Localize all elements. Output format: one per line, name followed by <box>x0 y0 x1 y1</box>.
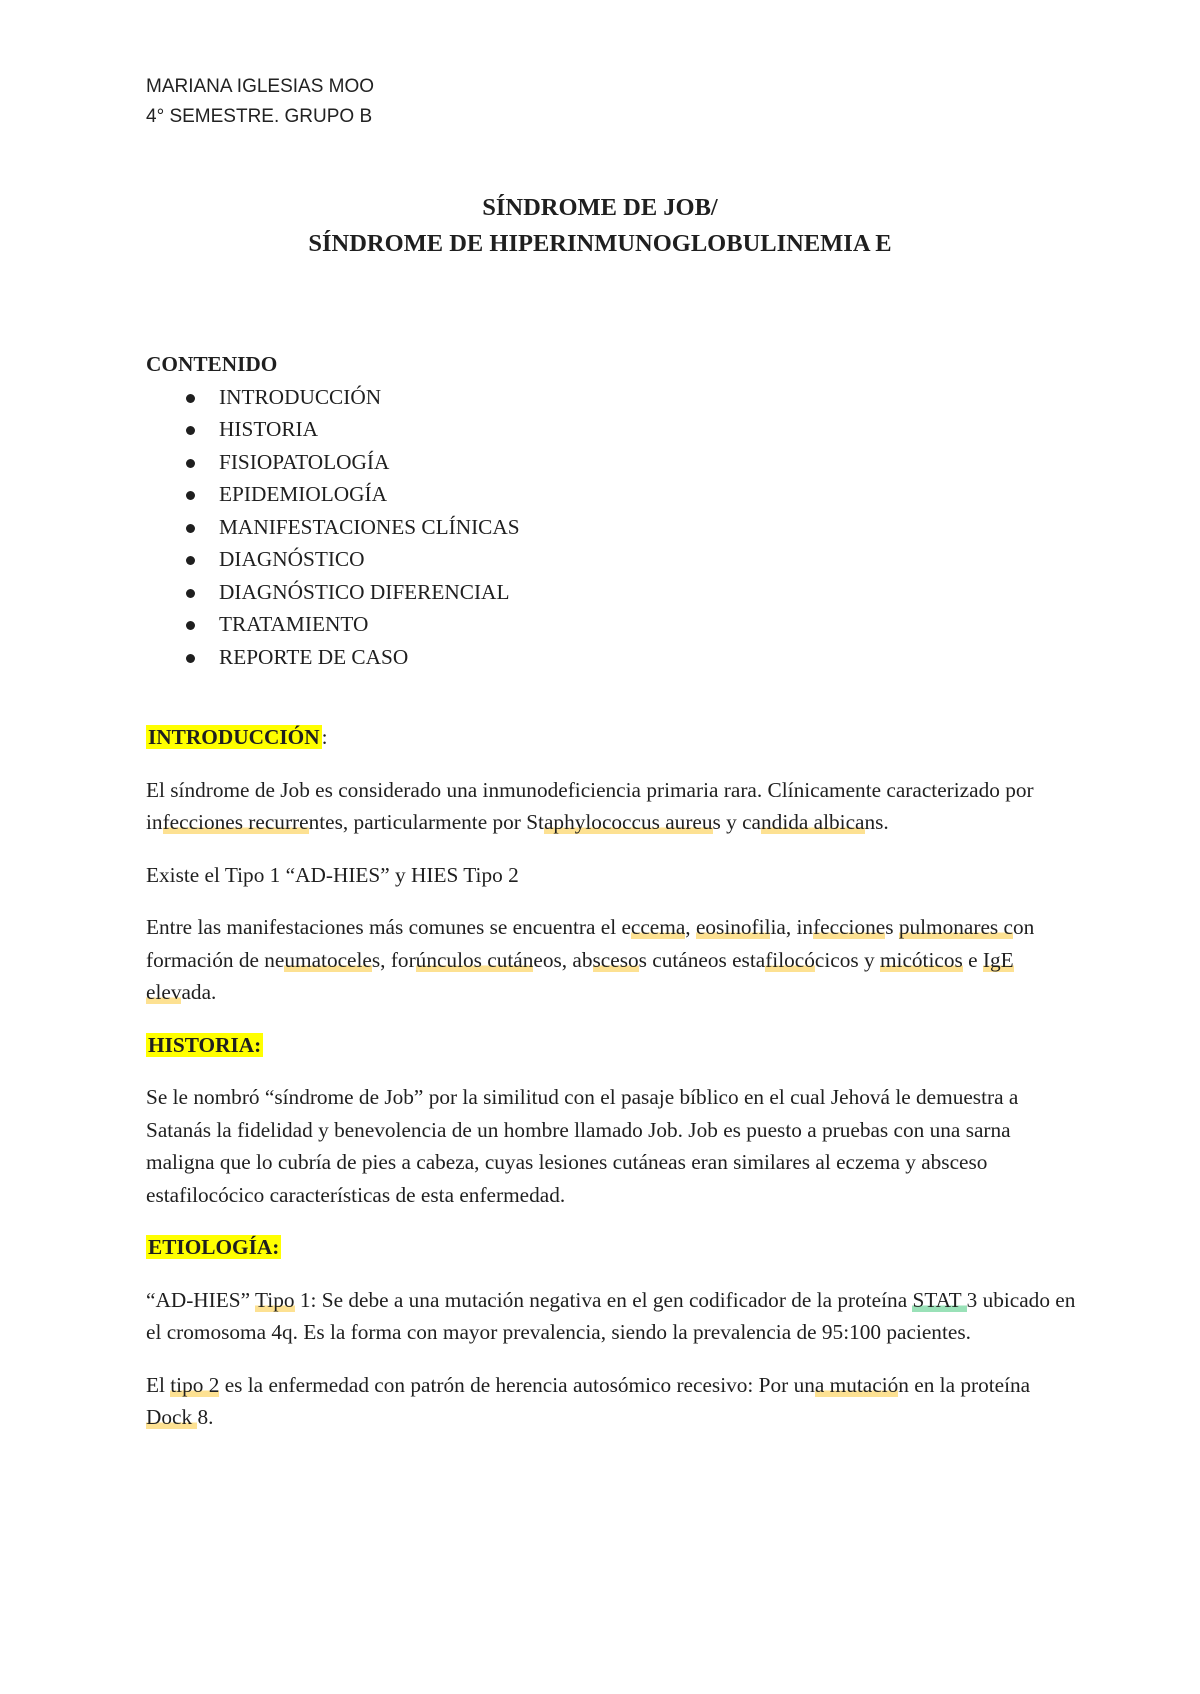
bullet-icon <box>186 491 195 500</box>
contents-item: HISTORIA <box>146 413 1076 446</box>
contents-item: MANIFESTACIONES CLÍNICAS <box>146 511 1076 544</box>
history-paragraph: Se le nombró “síndrome de Job” por la similitud con el pasaje bíblico en el cual Jehová le demuestra a Satanás la fidelidad y benevolencia de un hombre llamado Job. Job es puesto a pruebas con una sarna maligna que lo cubría de pies a cabeza, cuyas lesiones cutáneas eran similares al eczema y absceso estafilocócico características de esta enfermedad. <box>146 1085 1019 1207</box>
bullet-icon <box>186 426 195 435</box>
bullet-icon <box>186 654 195 663</box>
contents-item: DIAGNÓSTICO <box>146 543 1076 576</box>
history-heading: HISTORIA: <box>148 1032 262 1057</box>
course-group: 4° SEMESTRE. GRUPO B <box>146 106 373 127</box>
contents-list <box>146 381 1076 674</box>
etiology-paragraph-1: “AD-HIES” Tipo 1: Se debe a una mutación negativa en el gen codificador de la proteína STAT 3 ubicado en el cromosoma 4q. Es la forma con mayor prevalencia, siendo la prevalencia de 95:100 pacientes. <box>146 1287 1076 1344</box>
intro-paragraph-1: El síndrome de Job es considerado una inmunodeficiencia primaria rara. Clínicamente caracterizado por infecciones recurrentes, particularmente por Staphylococcus aureus y candida albicans. <box>146 777 1034 834</box>
intro-paragraph-2: Existe el Tipo 1 “AD-HIES” y HIES Tipo 2 <box>146 862 519 887</box>
contents-heading: CONTENIDO <box>146 352 278 376</box>
contents-item: DIAGNÓSTICO DIFERENCIAL <box>146 576 1076 609</box>
contents-item: TRATAMIENTO <box>146 608 1076 641</box>
author-name: MARIANA IGLESIAS MOO <box>146 76 375 97</box>
contents-item: REPORTE DE CASO <box>146 641 1076 674</box>
bullet-icon <box>186 524 195 533</box>
bullet-icon <box>186 394 195 403</box>
document-title <box>0 190 1200 262</box>
title-line-2: SÍNDROME DE HIPERINMUNOGLOBULINEMIA E <box>308 230 892 257</box>
title-line-1: SÍNDROME DE JOB/ <box>482 194 718 221</box>
document-body <box>146 348 1076 1434</box>
author-block <box>146 72 374 132</box>
etiology-heading: ETIOLOGÍA: <box>148 1235 280 1259</box>
bullet-icon <box>186 459 195 468</box>
contents-item: EPIDEMIOLOGÍA <box>146 478 1076 511</box>
bullet-icon <box>186 556 195 565</box>
etiology-paragraph-2: El tipo 2 es la enfermedad con patrón de herencia autosómico recesivo: Por una mutación en la proteína Dock 8. <box>146 1372 1031 1429</box>
contents-item: INTRODUCCIÓN <box>146 381 1076 414</box>
bullet-icon <box>186 589 195 598</box>
contents-item: FISIOPATOLOGÍA <box>146 446 1076 479</box>
intro-paragraph-3: Entre las manifestaciones más comunes se encuentra el eccema, eosinofilia, infecciones pulmonares con formación de neumatoceles, forúnculos cutáneos, abscesos cutáneos estafilocócicos y micóticos e IgE elevada. <box>146 915 1035 1004</box>
intro-heading: INTRODUCCIÓN: <box>148 725 328 749</box>
bullet-icon <box>186 621 195 630</box>
